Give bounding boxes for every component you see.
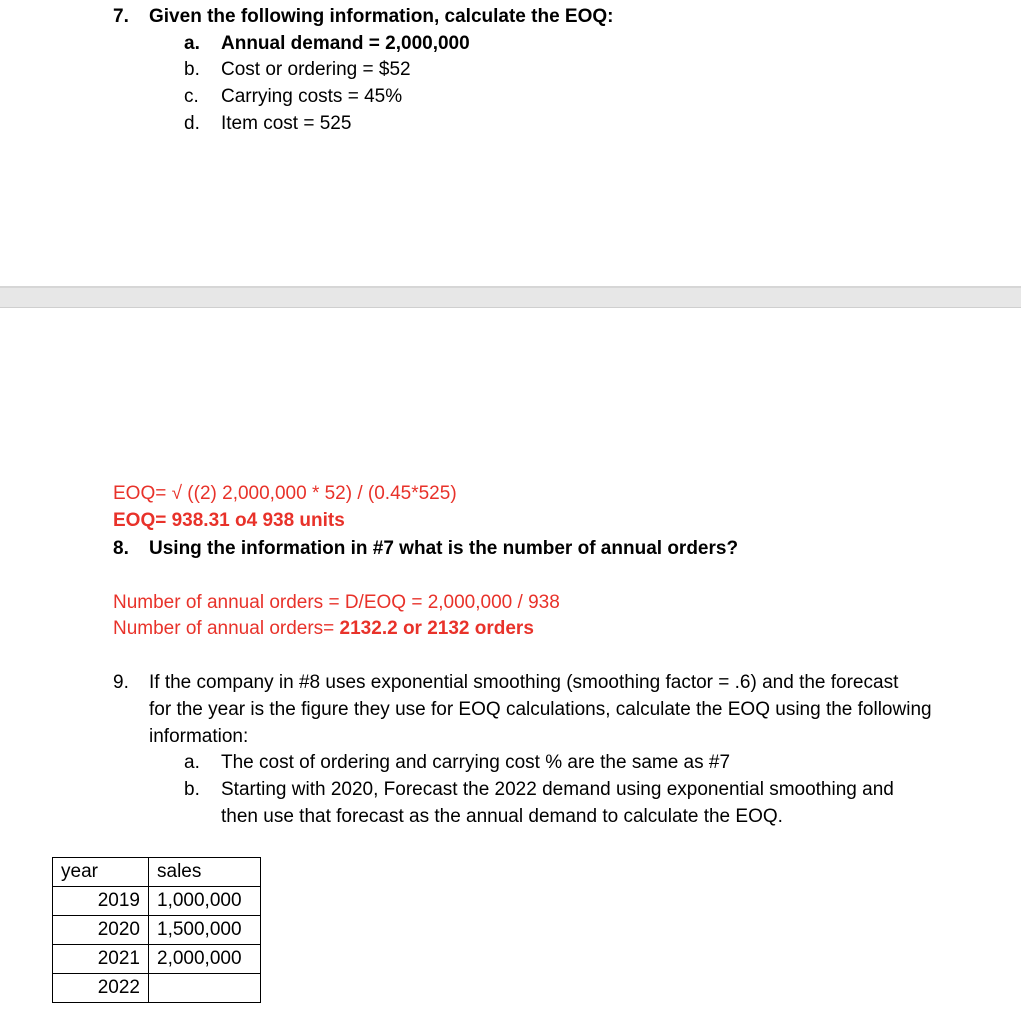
table-cell-sales [149,974,261,1003]
table-header-row [53,858,261,887]
table-cell-sales: 1,000,000 [149,887,261,916]
q9-item-b-marker: b. [184,779,200,800]
table-row [53,887,261,916]
q7-item-a-text: Annual demand = 2,000,000 [221,33,470,54]
table-cell-sales: 2,000,000 [149,945,261,974]
q7-item-b-marker: b. [184,59,200,80]
answer8-result [113,618,534,641]
table-cell-year: 2019 [53,887,149,916]
q9-number: 9. [113,672,129,693]
q7-item-c-text: Carrying costs = 45% [221,86,403,107]
answer8-result-prefix: Number of annual orders= [113,618,340,639]
q8-text: Using the information in #7 what is the number of annual orders? [149,538,739,559]
q7-item-a-marker: a. [184,33,200,54]
q7-item-c-marker: c. [184,86,199,107]
q8-number: 8. [113,538,129,559]
page-break-divider [0,286,1021,308]
q9-item-a-marker: a. [184,752,200,773]
table-row [53,974,261,1003]
table-row [53,916,261,945]
table-cell-year: 2020 [53,916,149,945]
q9-item-b-text-line1: Starting with 2020, Forecast the 2022 demand using exponential smoothing and [221,779,894,800]
q9-line1: If the company in #8 uses exponential smoothing (smoothing factor = .6) and the forecast [149,672,899,693]
q7-number: 7. [113,6,129,27]
q7-item-d-text: Item cost = 525 [221,113,352,134]
q9-line2: for the year is the figure they use for EOQ calculations, calculate the EOQ using the following [149,699,932,720]
q9-line3: information: [149,726,249,747]
table-row [53,945,261,974]
answer8-formula: Number of annual orders = D/EOQ = 2,000,000 / 938 [113,592,560,613]
table-cell-year: 2022 [53,974,149,1003]
q9-item-a-text: The cost of ordering and carrying cost % are the same as #7 [221,752,731,773]
q7-item-d-marker: d. [184,113,200,134]
table-header-sales: sales [149,858,261,887]
table-header-year: year [53,858,149,887]
q9-item-b-text-line2: then use that forecast as the annual demand to calculate the EOQ. [221,806,783,827]
answer7-formula: EOQ= √ ((2) 2,000,000 * 52) / (0.45*525) [113,483,457,504]
sales-table [52,857,261,1003]
q7-text: Given the following information, calculate the EOQ: [149,6,614,27]
answer7-result: EOQ= 938.31 o4 938 units [113,510,345,531]
answer8-result-value: 2132.2 or 2132 orders [339,618,534,639]
table-cell-year: 2021 [53,945,149,974]
q7-item-b-text: Cost or ordering = $52 [221,59,411,80]
table-cell-sales: 1,500,000 [149,916,261,945]
